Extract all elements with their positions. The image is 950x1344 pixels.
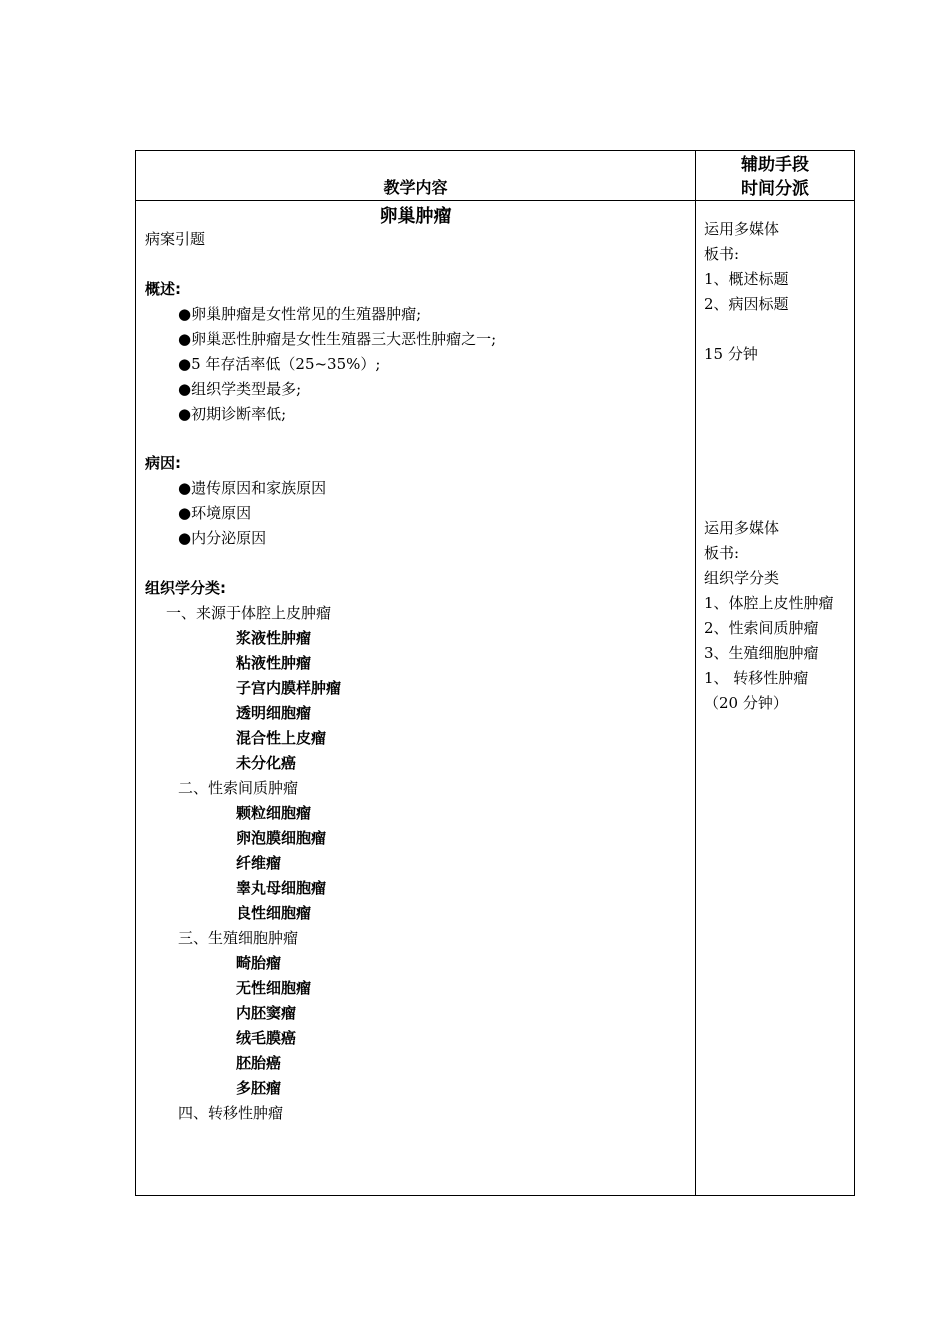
etiology-item: ●遗传原因和家族原因 [178,479,327,497]
histology-item: 胚胎癌 [236,1054,282,1072]
histology-item: 子宫内膜样肿瘤 [236,679,342,697]
etiology-heading: 病因: [145,454,181,472]
lesson-table [135,150,855,1196]
etiology-item: ●内分泌原因 [178,529,267,547]
aid-line: 15 分钟 [704,345,758,363]
histology-item: 良性细胞瘤 [236,904,312,922]
aid-line: 板书: [704,544,740,562]
aids-block-histology [704,516,850,716]
histology-item: 颗粒细胞瘤 [236,804,312,822]
histology-item: 未分化癌 [236,754,297,772]
histology-item: 浆液性肿瘤 [236,629,312,647]
aid-line: 1、体腔上皮性肿瘤 [704,594,834,612]
histology-item: 卵泡膜细胞瘤 [236,829,327,847]
histology-group: 三、生殖细胞肿瘤 [178,929,299,947]
histology-item: 纤维瘤 [236,854,282,872]
aid-line: 1、 转移性肿瘤 [704,669,809,687]
aid-line: （20 分钟） [704,694,788,712]
aid-line: 板书: [704,245,740,263]
histology-item: 畸胎瘤 [236,954,282,972]
histology-item: 混合性上皮瘤 [236,729,327,747]
histology-item: 粘液性肿瘤 [236,654,312,672]
header-aids: 辅助手段 [741,155,809,175]
overview-item: ●5 年存活率低（25~35%）; [178,355,381,373]
aid-line [704,317,850,342]
header-aids-time [696,153,854,201]
histology-item: 绒毛膜癌 [236,1029,297,1047]
overview-item: ●卵巢恶性肿瘤是女性生殖器三大恶性肿瘤之一; [178,330,497,348]
histology-group: 二、性索间质肿瘤 [178,779,299,797]
overview-item: ●组织学类型最多; [178,380,302,398]
intro-text: 病案引题 [145,230,206,248]
aid-line: 组织学分类 [704,569,780,587]
histology-item: 内胚窦瘤 [236,1004,297,1022]
histology-item: 睾丸母细胞瘤 [236,879,327,897]
header-teaching-content: 教学内容 [383,178,448,197]
aid-line: 3、生殖细胞肿瘤 [704,644,819,662]
aid-line: 1、概述标题 [704,270,789,288]
aid-line: 2、性索间质肿瘤 [704,619,819,637]
histology-item: 透明细胞瘤 [236,704,312,722]
aids-block-overview [704,217,850,367]
overview-heading: 概述: [145,280,181,298]
histology-item: 无性细胞瘤 [236,979,312,997]
header-time: 时间分派 [741,179,809,199]
histology-heading: 组织学分类: [145,579,226,597]
etiology-item: ●环境原因 [178,504,252,522]
overview-item: ●卵巢肿瘤是女性常见的生殖器肿瘤; [178,305,422,323]
aid-line: 运用多媒体 [704,519,780,537]
lesson-title: 卵巢肿瘤 [379,206,452,227]
histology-group: 一、来源于体腔上皮肿瘤 [166,604,332,622]
aid-line: 运用多媒体 [704,220,780,238]
histology-item: 多胚瘤 [236,1079,282,1097]
overview-item: ●初期诊断率低; [178,405,287,423]
aid-line: 2、病因标题 [704,295,789,313]
column-divider [695,151,696,1195]
histology-group: 四、转移性肿瘤 [178,1104,284,1122]
